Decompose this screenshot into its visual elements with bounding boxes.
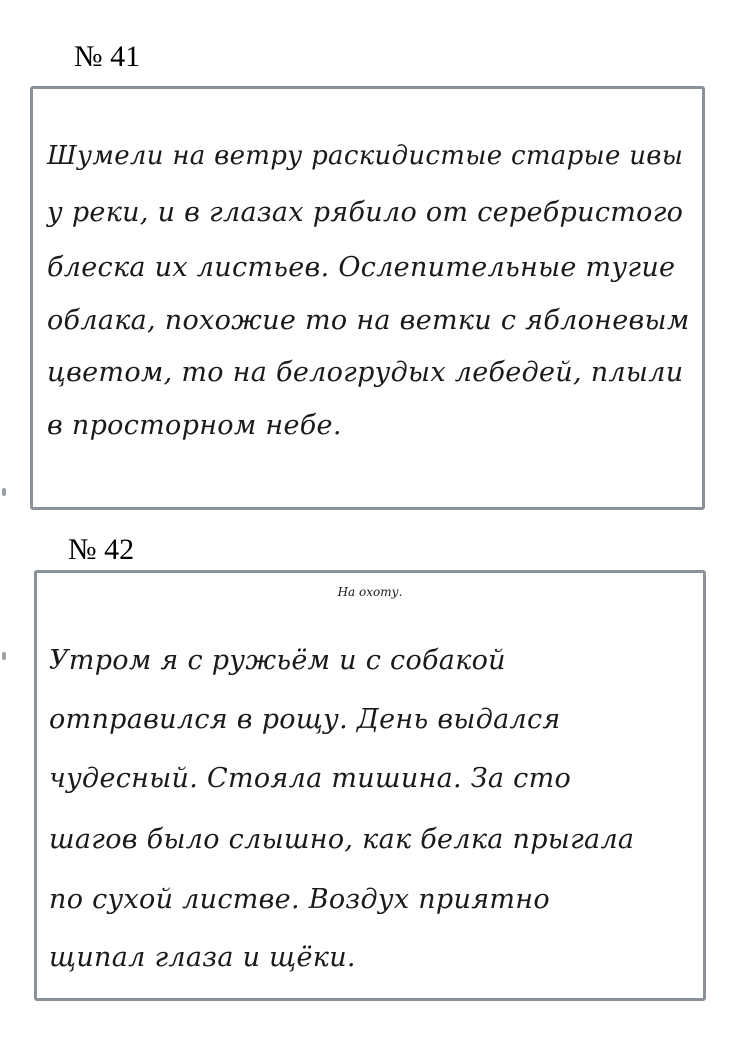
text-line: по сухой листве. Воздух приятно [49,884,550,915]
exercise-number-42: № 42 [68,533,135,566]
text-line: чудесный. Стояла тишина. За сто [49,763,572,794]
text-line: облака, похожие то на ветки с яблоневым [47,305,690,336]
margin-mark [2,488,6,496]
exercise-card-41 [30,86,705,510]
exercise-title: На охоту. [337,585,403,599]
text-line: Шумели на ветру раскидистые старые ивы [47,141,684,171]
exercise-card-42 [34,570,706,1001]
text-line: шагов было слышно, как белка прыгала [49,824,635,855]
text-line: Утром я с ружьём и с собакой [49,645,506,676]
text-line: щипал глаза и щёки. [49,942,356,973]
exercise-number-41: № 41 [74,40,141,73]
text-line: у реки, и в глазах рябило от серебристого [47,197,684,228]
margin-mark [2,652,6,660]
text-line: блеска их листьев. Ослепительные тугие [47,252,676,283]
text-line: в просторном небе. [47,410,342,441]
text-line: цветом, то на белогрудых лебедей, плыли [47,357,684,388]
text-line: отправился в рощу. День выдался [49,704,561,735]
